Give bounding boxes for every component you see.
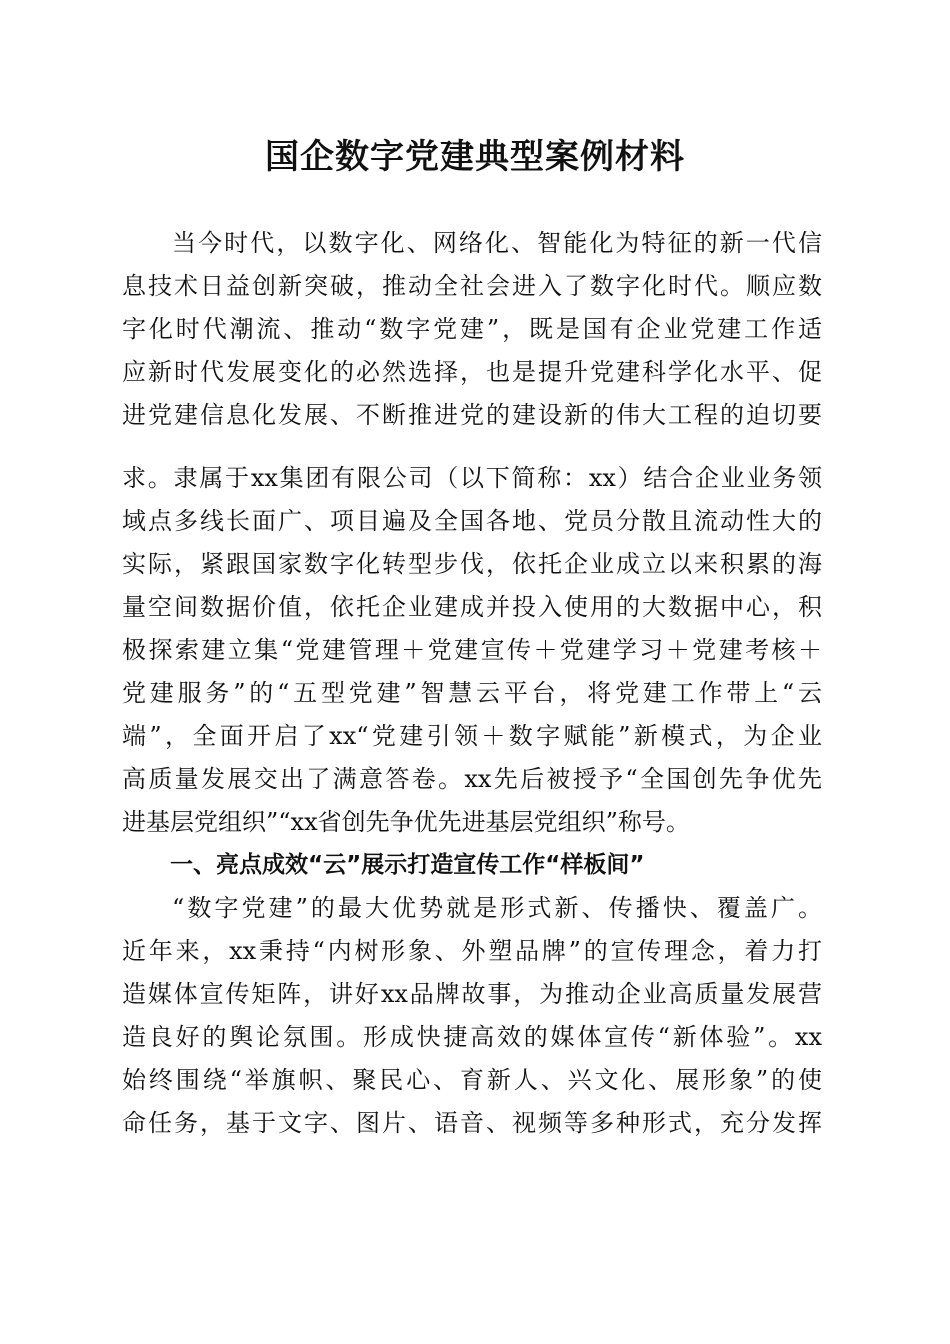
paragraph-line: 实际，紧跟国家数字化转型步伐，依托企业成立以来积累的海 bbox=[122, 550, 822, 578]
paragraph-line: 近年来，xx秉持“内树形象、外塑品牌”的宣传理念，着力打 bbox=[122, 937, 822, 965]
paragraph-line: 量空间数据价值，依托企业建成并投入使用的大数据中心，积 bbox=[122, 593, 822, 621]
paragraph-line: 进基层党组织”“xx省创先争优先进基层党组织”称号。 bbox=[122, 808, 690, 836]
paragraph-line: 字化时代潮流、推动“数字党建”，既是国有企业党建工作适 bbox=[122, 315, 822, 343]
paragraph-line: 域点多线长面广、项目遍及全国各地、党员分散且流动性大的 bbox=[122, 507, 822, 535]
document-title: 国企数字党建典型案例材料 bbox=[265, 137, 685, 177]
paragraph-line: 极探索建立集“党建管理＋党建宣传＋党建学习＋党建考核＋ bbox=[122, 636, 822, 664]
section-heading: 一、亮点成效“云”展示打造宣传工作“样板间” bbox=[170, 852, 645, 878]
paragraph-line: 高质量发展交出了满意答卷。xx先后被授予“全国创先争优先 bbox=[122, 765, 822, 793]
paragraph-line: 始终围绕“举旗帜、聚民心、育新人、兴文化、展形象”的使 bbox=[122, 1066, 822, 1094]
paragraph-line: 进党建信息化发展、不断推进党的建设新的伟大工程的迫切要 bbox=[122, 401, 822, 429]
paragraph-line: 应新时代发展变化的必然选择，也是提升党建科学化水平、促 bbox=[122, 358, 822, 386]
paragraph-line: 命任务，基于文字、图片、语音、视频等多种形式，充分发挥 bbox=[122, 1109, 822, 1137]
paragraph-line: 造媒体宣传矩阵，讲好xx品牌故事，为推动企业高质量发展营 bbox=[122, 980, 822, 1008]
paragraph-line: “数字党建”的最大优势就是形式新、传播快、覆盖广。 bbox=[172, 894, 822, 922]
paragraph-line: 党建服务”的“五型党建”智慧云平台，将党建工作带上“云 bbox=[122, 679, 822, 707]
paragraph-line: 息技术日益创新突破，推动全社会进入了数字化时代。顺应数 bbox=[122, 272, 822, 300]
paragraph-line: 端”，全面开启了xx“党建引领＋数字赋能”新模式，为企业 bbox=[122, 722, 822, 750]
paragraph-line: 求。隶属于xx集团有限公司（以下简称：xx）结合企业业务领 bbox=[122, 464, 822, 492]
paragraph-line: 造良好的舆论氛围。形成快捷高效的媒体宣传“新体验”。xx bbox=[122, 1023, 822, 1051]
paragraph-line: 当今时代，以数字化、网络化、智能化为特征的新一代信 bbox=[172, 229, 822, 257]
